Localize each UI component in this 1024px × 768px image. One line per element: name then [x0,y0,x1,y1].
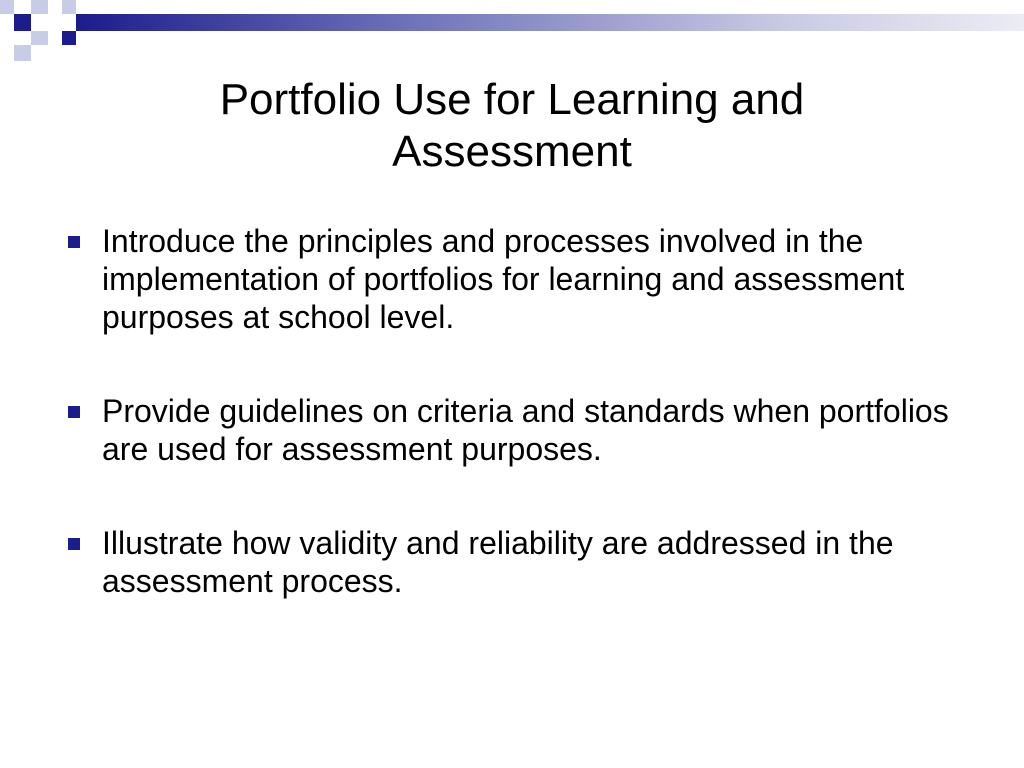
bullet-item [64,222,964,336]
square-bullet-icon [68,538,80,550]
decor-square [0,0,14,14]
bullet-text: Introduce the principles and processes involved in the implementation of portfolios for learning and assessment purposes at school level. [102,223,905,335]
decor-square [62,31,76,45]
bullet-list [64,222,964,656]
bullet-item [64,392,964,468]
decor-square [14,14,31,31]
bullet-text: Illustrate how validity and reliability are addressed in the assessment process. [102,525,894,599]
square-bullet-icon [68,236,80,248]
header-gradient-bar [76,14,1024,31]
bullet-item [64,524,964,600]
decor-square [62,0,76,14]
decor-square [14,45,31,61]
decor-square [31,0,48,14]
header-decoration [0,0,1024,64]
decor-square [31,31,48,45]
slide-title: Portfolio Use for Learning and Assessment [219,75,805,176]
square-bullet-icon [68,406,80,418]
bullet-text: Provide guidelines on criteria and standards when portfolios are used for assessment purposes. [102,393,949,467]
